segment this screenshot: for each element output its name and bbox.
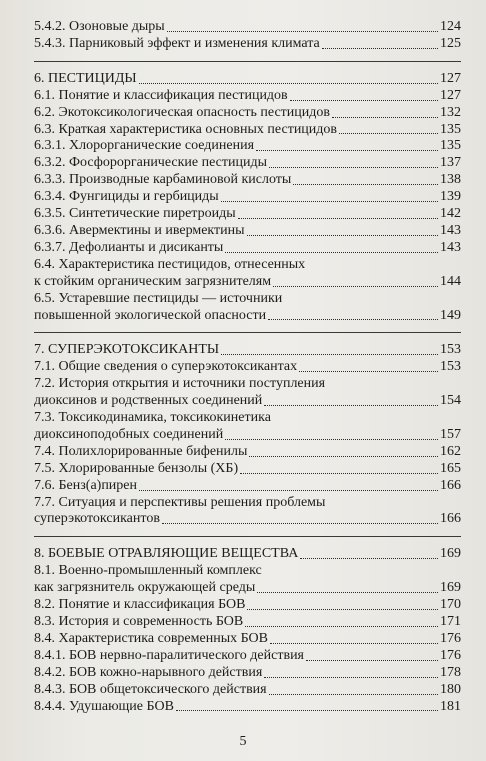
toc-entry-title: 8.4.3. БОВ общетоксического действия bbox=[34, 681, 267, 697]
toc-entry[interactable] bbox=[34, 376, 461, 410]
toc-entry[interactable] bbox=[34, 206, 461, 223]
toc-entry-title: 7.5. Хлорированные бензолы (ХБ) bbox=[34, 460, 239, 476]
toc-entry[interactable] bbox=[34, 155, 461, 172]
dot-leader bbox=[270, 643, 438, 644]
toc-entry[interactable] bbox=[34, 682, 461, 699]
dot-leader bbox=[221, 354, 438, 355]
toc-entry-page: 135 bbox=[440, 121, 461, 137]
toc-entry-page: 157 bbox=[440, 426, 461, 442]
dot-leader bbox=[225, 439, 438, 440]
dot-leader bbox=[249, 456, 438, 457]
toc-entry[interactable] bbox=[34, 665, 461, 682]
toc-entry-page: 178 bbox=[440, 664, 461, 680]
toc-entry-page: 171 bbox=[440, 614, 461, 629]
toc-entry-title: 6.3.3. Производные карбаминовой кислоты bbox=[34, 172, 292, 188]
toc-entry-page: 166 bbox=[440, 477, 461, 493]
toc-entry-title: 8.2. Понятие и классификация БОВ bbox=[34, 597, 246, 613]
dot-leader bbox=[240, 473, 438, 474]
toc-entry[interactable] bbox=[34, 461, 461, 478]
toc-entry-page: 154 bbox=[440, 393, 461, 409]
toc-entry[interactable] bbox=[34, 291, 461, 325]
toc-entry-page: 169 bbox=[440, 546, 461, 562]
toc-entry-title: 6.3.5. Синтетические пиретроиды bbox=[34, 206, 236, 222]
toc-entry-title: 6.3.6. Авермектины и ивермектины bbox=[34, 222, 245, 238]
dot-leader bbox=[264, 677, 438, 678]
toc-entry-page: 162 bbox=[440, 443, 461, 459]
toc-entry[interactable] bbox=[34, 444, 461, 461]
toc-entry-title: 8.3. История и современность БОВ bbox=[34, 614, 244, 629]
toc-entry-title: 6. ПЕСТИЦИДЫ bbox=[34, 70, 137, 86]
dot-leader bbox=[256, 150, 438, 151]
dot-leader bbox=[264, 405, 438, 406]
dot-leader bbox=[300, 558, 438, 559]
toc-entry[interactable] bbox=[34, 614, 461, 631]
dot-leader bbox=[273, 286, 438, 287]
toc-entry-page: 143 bbox=[440, 222, 461, 238]
toc-entry-page: 127 bbox=[440, 70, 461, 86]
toc-entry[interactable] bbox=[34, 631, 461, 648]
dot-leader bbox=[332, 117, 438, 118]
toc-entry-page: 169 bbox=[440, 580, 461, 596]
toc-entry-title: 8.4.4. Удушающие БОВ bbox=[34, 698, 174, 714]
toc-entry[interactable] bbox=[34, 563, 461, 597]
toc-entry-title: 7.4. Полихлорированные бифенилы bbox=[34, 443, 248, 459]
toc-entry[interactable] bbox=[34, 138, 461, 155]
toc-entry-title: диоксинов и родственных соединений bbox=[34, 393, 263, 409]
toc-entry[interactable] bbox=[34, 172, 461, 189]
dot-leader bbox=[293, 184, 438, 185]
toc-entry-page: 127 bbox=[440, 87, 461, 103]
toc-entry-page: 153 bbox=[440, 342, 461, 358]
toc-entry-title: 8.4.1. БОВ нервно-паралитического действия bbox=[34, 647, 304, 663]
toc-entry[interactable] bbox=[34, 597, 461, 614]
toc-entry-page: 165 bbox=[440, 460, 461, 476]
toc-entry[interactable] bbox=[34, 71, 461, 88]
dot-leader bbox=[245, 626, 438, 627]
toc-entry-title: 5.4.3. Парниковый эффект и изменения климата bbox=[34, 35, 320, 51]
toc-entry[interactable] bbox=[34, 36, 461, 53]
toc-entry[interactable] bbox=[34, 410, 461, 444]
toc-entry[interactable] bbox=[34, 122, 461, 139]
toc-entry-title: к стойким органическим загрязнителям bbox=[34, 273, 272, 289]
toc-entry-page: 138 bbox=[440, 172, 461, 188]
toc-entry-title: повышенной экологической опасности bbox=[34, 307, 267, 323]
dot-leader bbox=[306, 660, 438, 661]
toc-entry-page: 142 bbox=[440, 206, 461, 222]
dot-leader bbox=[269, 167, 438, 168]
toc-entry-title: 6.3.7. Дефолианты и дисиканты bbox=[34, 239, 224, 255]
toc-entry[interactable] bbox=[34, 648, 461, 665]
toc-entry-title: 7.6. Бенз(а)пирен bbox=[34, 477, 138, 493]
dot-leader bbox=[269, 694, 438, 695]
dot-leader bbox=[225, 252, 438, 253]
toc-entry[interactable] bbox=[34, 189, 461, 206]
toc-section bbox=[34, 546, 461, 723]
dot-leader bbox=[139, 490, 438, 491]
toc-entry[interactable] bbox=[34, 257, 461, 291]
toc-section bbox=[34, 19, 461, 62]
toc-entry-title: как загрязнитель окружающей среды bbox=[34, 580, 256, 596]
toc-entry-title: 7.1. Общие сведения о суперэкотоксикантах bbox=[34, 359, 298, 375]
dot-leader bbox=[299, 371, 438, 372]
toc-entry-title: 8.1. Военно-промышленный комплекс bbox=[34, 563, 262, 579]
toc-entry-page: 137 bbox=[440, 155, 461, 171]
dot-leader bbox=[247, 235, 438, 236]
dot-leader bbox=[139, 83, 438, 84]
toc-entry-page: 176 bbox=[440, 647, 461, 663]
toc-entry[interactable] bbox=[34, 495, 461, 529]
table-of-contents bbox=[34, 19, 461, 732]
toc-entry[interactable] bbox=[34, 105, 461, 122]
dot-leader bbox=[247, 609, 438, 610]
toc-entry-title: 7.3. Токсикодинамика, токсикокинетика bbox=[34, 410, 271, 426]
toc-entry-title: суперэкотоксикантов bbox=[34, 511, 160, 527]
toc-entry[interactable] bbox=[34, 359, 461, 376]
toc-entry-page: 166 bbox=[440, 511, 461, 527]
toc-entry-title: 6.3.2. Фосфорорганические пестициды bbox=[34, 155, 268, 171]
toc-entry-title: 8.4. Характеристика современных БОВ bbox=[34, 630, 269, 646]
toc-entry-page: 125 bbox=[440, 35, 461, 51]
toc-entry-title: диоксиноподобных соединений bbox=[34, 426, 224, 442]
toc-entry[interactable] bbox=[34, 88, 461, 105]
toc-entry-page: 132 bbox=[440, 104, 461, 120]
toc-entry-title: 6.4. Характеристика пестицидов, отнесенных bbox=[34, 256, 306, 272]
dot-leader bbox=[339, 133, 438, 134]
toc-entry-page: 181 bbox=[440, 698, 461, 714]
page-number: 5 bbox=[239, 734, 247, 749]
toc-entry-page: 153 bbox=[440, 359, 461, 375]
dot-leader bbox=[162, 523, 438, 524]
toc-entry-title: 5.4.2. Озоновые дыры bbox=[34, 19, 165, 34]
dot-leader bbox=[268, 319, 438, 320]
toc-entry[interactable] bbox=[34, 223, 461, 240]
toc-entry-page: 149 bbox=[440, 307, 461, 323]
toc-entry-title: 7.7. Ситуация и перспективы решения проблемы bbox=[34, 494, 326, 510]
dot-leader bbox=[257, 592, 438, 593]
toc-section bbox=[34, 71, 461, 334]
toc-entry-page: 124 bbox=[440, 19, 461, 34]
toc-entry-title: 8. БОЕВЫЕ ОТРАВЛЯЮЩИЕ ВЕЩЕСТВА bbox=[34, 546, 299, 562]
toc-entry-title: 6.3.4. Фунгициды и гербициды bbox=[34, 189, 219, 205]
dot-leader bbox=[238, 218, 438, 219]
toc-entry-page: 180 bbox=[440, 681, 461, 697]
dot-leader bbox=[290, 100, 438, 101]
toc-entry-page: 139 bbox=[440, 189, 461, 205]
toc-entry-title: 6.1. Понятие и классификация пестицидов bbox=[34, 87, 288, 103]
toc-entry-title: 7. СУПЕРЭКОТОКСИКАНТЫ bbox=[34, 342, 220, 358]
dot-leader bbox=[167, 31, 438, 32]
toc-entry-page: 144 bbox=[440, 273, 461, 289]
toc-entry-page: 170 bbox=[440, 597, 461, 613]
toc-entry-title: 6.5. Устаревшие пестициды — источники bbox=[34, 290, 283, 306]
dot-leader bbox=[322, 48, 438, 49]
toc-entry-page: 143 bbox=[440, 239, 461, 255]
toc-entry-title: 6.3. Краткая характеристика основных пестицидов bbox=[34, 121, 338, 137]
toc-entry-page: 176 bbox=[440, 630, 461, 646]
toc-entry[interactable] bbox=[34, 342, 461, 359]
dot-leader bbox=[176, 710, 438, 711]
dot-leader bbox=[221, 201, 438, 202]
toc-entry[interactable] bbox=[34, 478, 461, 495]
toc-entry[interactable] bbox=[34, 699, 461, 716]
toc-entry-title: 8.4.2. БОВ кожно-нарывного действия bbox=[34, 664, 263, 680]
toc-section bbox=[34, 342, 461, 537]
toc-entry[interactable] bbox=[34, 546, 461, 563]
toc-entry-page: 135 bbox=[440, 138, 461, 154]
toc-entry-title: 6.2. Экотоксикологическая опасность пестицидов bbox=[34, 104, 331, 120]
toc-entry-title: 6.3.1. Хлорорганические соединения bbox=[34, 138, 255, 154]
toc-entry[interactable] bbox=[34, 19, 461, 36]
toc-entry[interactable] bbox=[34, 240, 461, 257]
toc-entry-title: 7.2. История открытия и источники поступления bbox=[34, 376, 326, 392]
